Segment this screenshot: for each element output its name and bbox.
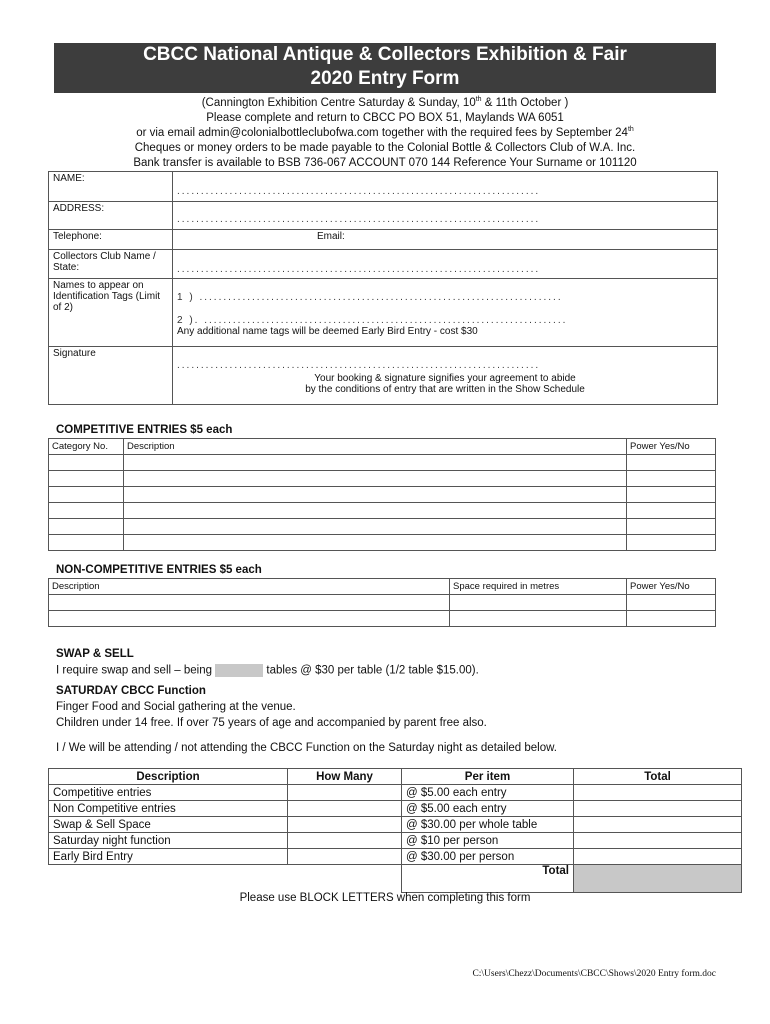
power-header: Power Yes/No <box>627 579 716 595</box>
contact-details-table <box>48 171 718 405</box>
form-subtitle: 2020 Entry Form <box>310 68 460 89</box>
row-total-field[interactable] <box>574 801 742 817</box>
row-total-field[interactable] <box>574 785 742 801</box>
bank-transfer-info: Bank transfer is available to BSB 736-067 ACCOUNT 070 144 Reference Your Surname or 101120 <box>133 157 637 169</box>
address-label: ADDRESS: <box>49 202 173 230</box>
noncompetitive-heading: NON-COMPETITIVE ENTRIES $5 each <box>56 564 262 576</box>
swap-text: I require swap and sell – being tables @ $30 per table (1/2 table $15.00). <box>56 664 479 677</box>
table-row[interactable] <box>49 595 716 611</box>
telephone-label: Telephone: <box>49 230 173 250</box>
function-heading: SATURDAY CBCC Function <box>56 685 206 697</box>
table-row[interactable] <box>49 471 716 487</box>
table-row: Non Competitive entries @ $5.00 each entry <box>49 801 742 817</box>
event-dates: (Cannington Exhibition Centre Saturday & Sunday, 10th & 11th October ) <box>201 96 569 109</box>
table-row[interactable] <box>49 535 716 551</box>
tags-label: Names to appear on Identification Tags (Limit of 2) <box>49 279 173 347</box>
how-many-field[interactable] <box>288 785 402 801</box>
function-line1: Finger Food and Social gathering at the venue. <box>56 701 296 713</box>
total-header: Total <box>574 769 742 785</box>
attendance-statement: I / We will be attending / not attending the CBCC Function on the Saturday night as detailed below. <box>56 742 557 754</box>
row-total-field[interactable] <box>574 849 742 865</box>
table-row[interactable] <box>49 487 716 503</box>
fees-table <box>48 768 742 893</box>
title-banner <box>54 43 716 93</box>
table-row: Competitive entries @ $5.00 each entry <box>49 785 742 801</box>
signature-field[interactable]: ............................................................................ Your booking & signature signifies your agreement to abide by the conditions of entry that are written in the Show Schedule <box>173 347 718 405</box>
total-label: Total <box>402 865 574 893</box>
name-field[interactable]: ............................................................................ <box>173 172 718 202</box>
how-many-field[interactable] <box>288 833 402 849</box>
row-total-field[interactable] <box>574 833 742 849</box>
how-many-field[interactable] <box>288 801 402 817</box>
email-instructions: or via email admin@colonialbottleclubofwa.com together with the required fees by September 24th <box>136 126 634 139</box>
block-letters-note: Please use BLOCK LETTERS when completing this form <box>239 892 531 904</box>
tables-count-field[interactable] <box>215 664 263 677</box>
how-many-field[interactable] <box>288 849 402 865</box>
competitive-entries-table <box>48 438 716 551</box>
swap-heading: SWAP & SELL <box>56 648 134 660</box>
table-row: Saturday night function @ $10 per person <box>49 833 742 849</box>
table-row: Early Bird Entry @ $30.00 per person <box>49 849 742 865</box>
return-address: Please complete and return to CBCC PO BOX 51, Maylands WA 6051 <box>206 112 564 124</box>
how-many-field[interactable] <box>288 817 402 833</box>
tags-note: Any additional name tags will be deemed Early Bird Entry - cost $30 <box>177 326 478 337</box>
table-row[interactable] <box>49 519 716 535</box>
row-total-field[interactable] <box>574 817 742 833</box>
power-header: Power Yes/No <box>627 439 716 455</box>
category-header: Category No. <box>49 439 124 455</box>
description-header: Description <box>124 439 627 455</box>
club-label: Collectors Club Name / State: <box>49 250 173 279</box>
payment-instructions: Cheques or money orders to be made payable to the Colonial Bottle & Collectors Club of W.A. Inc. <box>134 142 636 154</box>
table-row[interactable] <box>49 455 716 471</box>
tags-field[interactable]: 1 ) ............................................................................ 2 ). ............................................................................ Any additional name tags will be deemed Early Bird Entry - cost $30 <box>173 279 718 347</box>
address-field[interactable]: ............................................................................ <box>173 202 718 230</box>
how-many-header: How Many <box>288 769 402 785</box>
per-item-header: Per item <box>402 769 574 785</box>
club-field[interactable]: ............................................................................ <box>173 250 718 279</box>
space-header: Space required in metres <box>450 579 627 595</box>
function-line2: Children under 14 free. If over 75 years of age and accompanied by parent free also. <box>56 717 487 729</box>
name-label: NAME: <box>49 172 173 202</box>
description-header: Description <box>49 769 288 785</box>
description-header: Description <box>49 579 450 595</box>
noncompetitive-entries-table <box>48 578 716 627</box>
competitive-heading: COMPETITIVE ENTRIES $5 each <box>56 424 233 436</box>
table-row: Swap & Sell Space @ $30.00 per whole table <box>49 817 742 833</box>
table-row[interactable] <box>49 503 716 519</box>
email-field[interactable]: Email: <box>173 230 718 250</box>
signature-label: Signature <box>49 347 173 405</box>
form-title: CBCC National Antique & Collectors Exhibition & Fair <box>143 44 627 65</box>
footer-file-path: C:\Users\Chezz\Documents\CBCC\Shows\2020 Entry form.doc <box>472 969 716 979</box>
table-row[interactable] <box>49 611 716 627</box>
grand-total-field[interactable] <box>574 865 742 893</box>
